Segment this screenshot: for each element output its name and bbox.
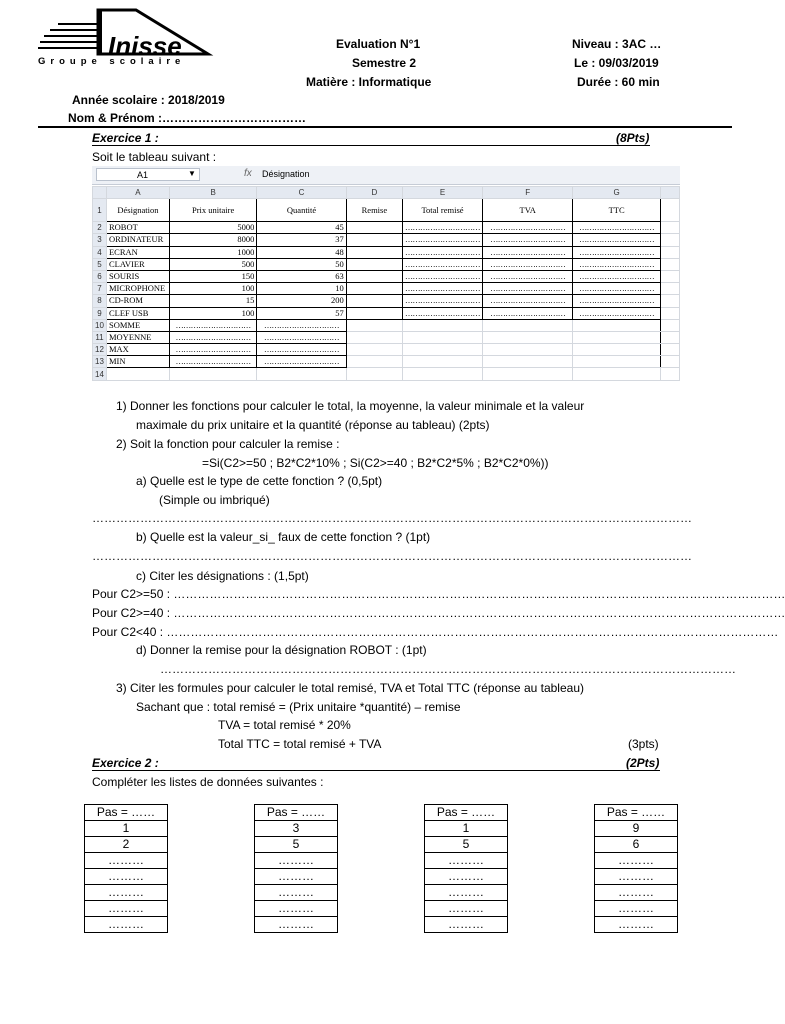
tva-cell[interactable]: …………………………	[483, 222, 573, 234]
row-header[interactable]: 13	[93, 356, 107, 368]
list-cell[interactable]: 5	[255, 837, 338, 853]
list-cell[interactable]: ………	[85, 869, 168, 885]
level: Niveau : 3AC …	[572, 37, 662, 51]
exercise-2-underline	[92, 770, 660, 771]
table-row	[93, 283, 680, 295]
stat-prix-cell[interactable]: …………………………	[169, 344, 257, 356]
data-list-4	[594, 804, 678, 933]
col-header[interactable]: G	[573, 187, 661, 199]
subject: Matière : Informatique	[306, 75, 432, 89]
table-row	[93, 295, 680, 307]
stat-prix-cell[interactable]: …………………………	[169, 319, 257, 331]
col-header[interactable]: A	[106, 187, 169, 199]
chevron-down-icon[interactable]: ▼	[188, 169, 196, 178]
list-cell[interactable]: ………	[255, 869, 338, 885]
header-cell[interactable]: TVA	[483, 199, 573, 222]
list-cell[interactable]: ………	[425, 869, 508, 885]
stat-label-cell[interactable]: MOYENNE	[106, 331, 169, 343]
designation-cell[interactable]: ROBOT	[106, 222, 169, 234]
question-2d: d) Donner la remise pour la désignation ROBOT : (1pt)	[136, 643, 427, 657]
quantite-cell[interactable]: 200	[257, 295, 346, 307]
remise-cell[interactable]	[346, 307, 402, 319]
answer-c2-50: Pour C2>=50 : ………………………………………………………………………………………………………………………………………	[92, 587, 785, 601]
formula-tva: TVA = total remisé * 20%	[218, 718, 351, 732]
col-header[interactable]: B	[169, 187, 257, 199]
designation-cell[interactable]: ORDINATEUR	[106, 234, 169, 246]
col-header[interactable]: E	[403, 187, 483, 199]
logo-subtitle: Groupe scolaire	[38, 56, 186, 67]
data-list-2	[254, 804, 338, 933]
row-header[interactable]: 7	[93, 283, 107, 295]
exam-date: Le : 09/03/2019	[574, 56, 659, 70]
formula-bar	[92, 166, 680, 185]
tva-cell[interactable]: …………………………	[483, 246, 573, 258]
list-cell[interactable]: ………	[595, 901, 678, 917]
evaluation-title: Evaluation N°1	[336, 37, 421, 51]
header-cell[interactable]: Prix unitaire	[169, 199, 257, 222]
row-header[interactable]: 10	[93, 319, 107, 331]
stat-quantite-cell[interactable]: …………………………	[257, 356, 346, 368]
ttc-cell[interactable]: …………………………	[573, 270, 661, 282]
prix-cell[interactable]: 15	[169, 295, 257, 307]
prix-cell[interactable]: 500	[169, 258, 257, 270]
ttc-cell[interactable]: …………………………	[573, 258, 661, 270]
ttc-cell[interactable]: …………………………	[573, 307, 661, 319]
list-cell[interactable]: 1	[425, 821, 508, 837]
list-cell[interactable]: ………	[425, 917, 508, 933]
stat-label-cell[interactable]: MAX	[106, 344, 169, 356]
step-cell[interactable]: Pas = ……	[595, 805, 678, 821]
exercise-1-title: Exercice 1 :	[92, 131, 159, 145]
school-logo	[36, 8, 252, 70]
question-2: 2) Soit la fonction pour calculer la remise :	[116, 437, 340, 451]
total-remise-cell[interactable]: …………………………	[403, 283, 483, 295]
student-name-field: Nom & Prénom :………………………………	[68, 111, 307, 125]
answer-line-2a: ……………………………………………………………………………………………………………………………………	[92, 511, 692, 525]
header-divider	[38, 126, 732, 128]
logo-text: Inisse	[108, 31, 182, 61]
row-header[interactable]: 3	[93, 234, 107, 246]
header-cell[interactable]: Remise	[346, 199, 402, 222]
prix-cell[interactable]: 100	[169, 307, 257, 319]
remise-cell[interactable]	[346, 283, 402, 295]
formula-total-remise: Sachant que : total remisé = (Prix unitaire *quantité) – remise	[136, 700, 461, 714]
list-cell[interactable]: ………	[85, 885, 168, 901]
question-2a: a) Quelle est le type de cette fonction ? (0,5pt)	[136, 474, 383, 488]
question-1-cont: maximale du prix unitaire et la quantité (réponse au tableau) (2pts)	[136, 418, 490, 432]
list-cell[interactable]: ………	[85, 853, 168, 869]
ttc-cell[interactable]: …………………………	[573, 283, 661, 295]
list-cell[interactable]: ………	[595, 869, 678, 885]
list-cell[interactable]: ………	[425, 885, 508, 901]
ttc-cell[interactable]: …………………………	[573, 246, 661, 258]
table-header-row	[93, 199, 680, 222]
answer-line-2b: ……………………………………………………………………………………………………………………………………	[92, 549, 692, 563]
sheet-grid	[92, 186, 680, 381]
stat-label-cell[interactable]: MIN	[106, 356, 169, 368]
exercise-2-intro: Compléter les listes de données suivantes :	[92, 775, 324, 789]
question-2c: c) Citer les désignations : (1,5pt)	[136, 569, 309, 583]
data-list-1	[84, 804, 168, 933]
header-cell[interactable]: TTC	[573, 199, 661, 222]
row-header[interactable]: 5	[93, 258, 107, 270]
total-remise-cell[interactable]: …………………………	[403, 258, 483, 270]
stat-prix-cell[interactable]: …………………………	[169, 356, 257, 368]
quantite-cell[interactable]: 45	[257, 222, 346, 234]
total-remise-cell[interactable]: …………………………	[403, 246, 483, 258]
remise-cell[interactable]	[346, 246, 402, 258]
total-remise-cell[interactable]: …………………………	[403, 234, 483, 246]
answer-line-2d: ………………………………………………………………………………………………………………………………	[160, 662, 736, 676]
total-remise-cell[interactable]: …………………………	[403, 222, 483, 234]
header-cell[interactable]: Total remisé	[403, 199, 483, 222]
exercise-1-underline	[92, 145, 650, 146]
prix-cell[interactable]: 5000	[169, 222, 257, 234]
prix-cell[interactable]: 1000	[169, 246, 257, 258]
tva-cell[interactable]: …………………………	[483, 283, 573, 295]
designation-cell[interactable]: CLEF USB	[106, 307, 169, 319]
list-cell[interactable]: ………	[85, 917, 168, 933]
tva-cell[interactable]: …………………………	[483, 270, 573, 282]
formula-content[interactable]: Désignation	[262, 169, 310, 179]
exercise-1-intro: Soit le tableau suivant :	[92, 150, 217, 164]
total-remise-cell[interactable]: …………………………	[403, 270, 483, 282]
step-cell[interactable]: Pas = ……	[85, 805, 168, 821]
ttc-cell[interactable]: …………………………	[573, 234, 661, 246]
quantite-cell[interactable]: 63	[257, 270, 346, 282]
exercise-2-points: (2Pts)	[626, 756, 660, 770]
designation-cell[interactable]: SOURIS	[106, 270, 169, 282]
school-year: Année scolaire : 2018/2019	[72, 93, 225, 107]
designation-cell[interactable]: ECRAN	[106, 246, 169, 258]
stat-quantite-cell[interactable]: …………………………	[257, 331, 346, 343]
table-row	[93, 246, 680, 258]
list-cell[interactable]: 3	[255, 821, 338, 837]
select-all-corner[interactable]	[93, 187, 107, 199]
prix-cell[interactable]: 8000	[169, 234, 257, 246]
list-cell[interactable]: ………	[425, 901, 508, 917]
list-cell[interactable]: 1	[85, 821, 168, 837]
data-list-3	[424, 804, 508, 933]
stat-quantite-cell[interactable]: …………………………	[257, 319, 346, 331]
tva-cell[interactable]: …………………………	[483, 307, 573, 319]
function-icon[interactable]: fx	[244, 168, 252, 179]
col-header[interactable]: D	[346, 187, 402, 199]
row-header[interactable]: 2	[93, 222, 107, 234]
list-cell[interactable]: ………	[425, 853, 508, 869]
ttc-cell[interactable]: …………………………	[573, 222, 661, 234]
table-row	[93, 234, 680, 246]
list-cell[interactable]: 6	[595, 837, 678, 853]
designation-cell[interactable]: MICROPHONE	[106, 283, 169, 295]
row-header[interactable]: 14	[93, 368, 107, 380]
tva-cell[interactable]: …………………………	[483, 258, 573, 270]
col-header[interactable]: F	[483, 187, 573, 199]
list-cell[interactable]: ………	[255, 901, 338, 917]
row-header[interactable]: 12	[93, 344, 107, 356]
total-remise-cell[interactable]: …………………………	[403, 295, 483, 307]
quantite-cell[interactable]: 48	[257, 246, 346, 258]
duration: Durée : 60 min	[577, 75, 660, 89]
remise-cell[interactable]	[346, 234, 402, 246]
question-2b: b) Quelle est la valeur_si_ faux de cette fonction ? (1pt)	[136, 530, 431, 544]
question-3: 3) Citer les formules pour calculer le total remisé, TVA et Total TTC (réponse au tableau)	[116, 681, 584, 695]
row-header[interactable]: 9	[93, 307, 107, 319]
remise-cell[interactable]	[346, 258, 402, 270]
exercise-1-points: (8Pts)	[616, 131, 650, 145]
tva-cell[interactable]: …………………………	[483, 234, 573, 246]
prix-cell[interactable]: 150	[169, 270, 257, 282]
stat-label-cell[interactable]: SOMME	[106, 319, 169, 331]
stat-quantite-cell[interactable]: …………………………	[257, 344, 346, 356]
header-cell[interactable]: Quantité	[257, 199, 346, 222]
question-2a-hint: (Simple ou imbriqué)	[159, 493, 270, 507]
exercise-2-title: Exercice 2 :	[92, 756, 159, 770]
list-cell[interactable]: ………	[255, 885, 338, 901]
quantite-cell[interactable]: 57	[257, 307, 346, 319]
table-row	[93, 319, 680, 331]
step-cell[interactable]: Pas = ……	[255, 805, 338, 821]
designation-cell[interactable]: CD-ROM	[106, 295, 169, 307]
answer-c2-40: Pour C2>=40 : ………………………………………………………………………………………………………………………………………	[92, 606, 785, 620]
row-header[interactable]: 8	[93, 295, 107, 307]
total-remise-cell[interactable]: …………………………	[403, 307, 483, 319]
table-row	[93, 258, 680, 270]
semester: Semestre 2	[352, 56, 417, 70]
row-header[interactable]: 4	[93, 246, 107, 258]
spreadsheet	[92, 166, 680, 394]
ttc-cell[interactable]: …………………………	[573, 295, 661, 307]
list-cell[interactable]: 2	[85, 837, 168, 853]
quantite-cell[interactable]: 50	[257, 258, 346, 270]
list-cell[interactable]: ………	[85, 901, 168, 917]
list-cell[interactable]: ………	[255, 917, 338, 933]
remise-cell[interactable]	[346, 222, 402, 234]
formula-ttc: Total TTC = total remisé + TVA	[218, 737, 382, 751]
row-header[interactable]: 6	[93, 270, 107, 282]
designation-cell[interactable]: CLAVIER	[106, 258, 169, 270]
header-cell[interactable]: Désignation	[106, 199, 169, 222]
name-box[interactable]: A1	[96, 168, 200, 181]
table-row	[93, 356, 680, 368]
question-1: 1) Donner les fonctions pour calculer le total, la moyenne, la valeur minimale et la valeur	[116, 399, 585, 413]
table-row	[93, 222, 680, 234]
list-cell[interactable]: 5	[425, 837, 508, 853]
list-cell[interactable]: ………	[255, 853, 338, 869]
table-row	[93, 368, 680, 380]
column-headers	[93, 187, 680, 199]
remise-cell[interactable]	[346, 270, 402, 282]
quantite-cell[interactable]: 37	[257, 234, 346, 246]
step-cell[interactable]: Pas = ……	[425, 805, 508, 821]
table-row	[93, 307, 680, 319]
tva-cell[interactable]: …………………………	[483, 295, 573, 307]
list-cell[interactable]: ………	[595, 853, 678, 869]
stat-prix-cell[interactable]: …………………………	[169, 331, 257, 343]
list-cell[interactable]: 9	[595, 821, 678, 837]
row-header[interactable]: 1	[93, 199, 107, 222]
prix-cell[interactable]: 100	[169, 283, 257, 295]
answer-c2-lt40: Pour C2<40 : ………………………………………………………………………………………………………………………………………	[92, 625, 779, 639]
list-cell[interactable]: ………	[595, 885, 678, 901]
question-3-points: (3pts)	[628, 737, 659, 751]
table-row	[93, 331, 680, 343]
quantite-cell[interactable]: 10	[257, 283, 346, 295]
list-cell[interactable]: ………	[595, 917, 678, 933]
remise-formula: =Si(C2>=50 ; B2*C2*10% ; Si(C2>=40 ; B2*C2*5% ; B2*C2*0%))	[202, 456, 549, 470]
table-row	[93, 270, 680, 282]
remise-cell[interactable]	[346, 295, 402, 307]
table-row	[93, 344, 680, 356]
col-header[interactable]: C	[257, 187, 346, 199]
row-header[interactable]: 11	[93, 331, 107, 343]
